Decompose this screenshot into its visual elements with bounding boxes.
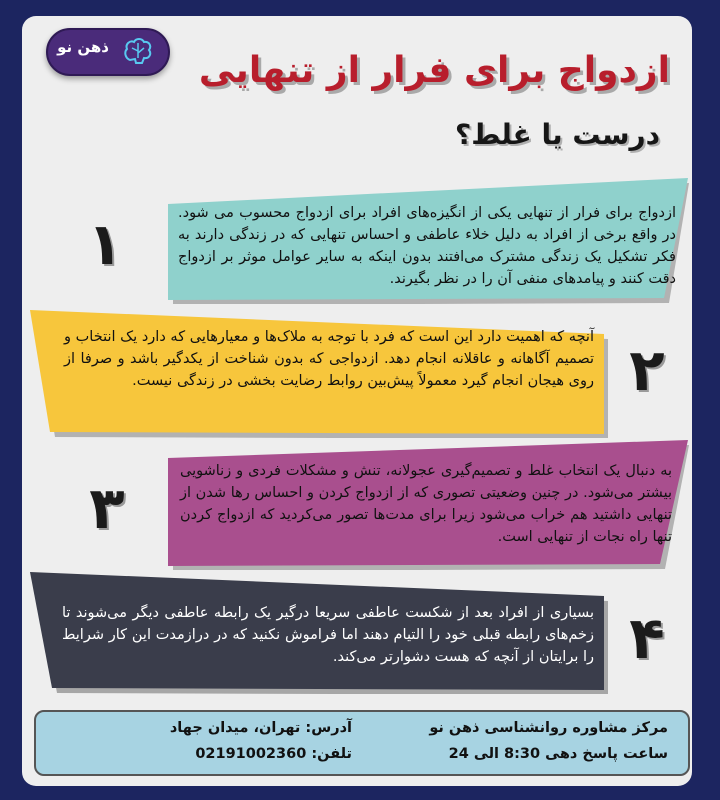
logo-text: ذهن نو: [57, 38, 109, 56]
footer-hours: ساعت پاسخ دهی 8:30 الی 24: [448, 746, 668, 762]
section-3-number: ۳: [89, 474, 125, 542]
page-subtitle: درست یا غلط؟: [455, 118, 660, 151]
footer-center-name: مرکز مشاوره روانشناسی ذهن نو: [429, 720, 668, 736]
footer-contact-box: [34, 710, 690, 776]
footer-phone: تلفن: 02191002360: [195, 746, 352, 762]
section-1-text: ازدواج برای فرار از تنهایی یکی از انگیزه‌های افراد برای ازدواج محسوب می شود. در واقع برخی از افراد به دلیل خلاء عاطفی و احساس تنهایی که در زندگی دارند به فکر تشکیل یک زندگی مشترک می‌افتند بدون اینکه به سایر عوامل موثر بر ازدواج دقت کنند و پیامدهای منفی آن را در نظر بگیرند.: [178, 205, 676, 287]
section-1: [166, 176, 690, 304]
section-4-text: بسیاری از افراد بعد از شکست عاطفی سریعا درگیر یک رابطه عاطفی دیگر می‌شوند تا زخم‌های رابطه قبلی خود را التیام دهند اما فراموش نکنید که در درازمدت این کار شرایط را برایتان از آنچه که هست دشوارتر می‌کند.: [62, 605, 594, 665]
section-4-number: ۴: [629, 604, 665, 672]
page-title: ازدواج برای فرار از تنهایی: [198, 50, 670, 91]
section-2-number: ۲: [629, 336, 665, 404]
brain-icon: [122, 36, 154, 66]
footer-address: آدرس: تهران، میدان جهاد: [169, 720, 352, 736]
section-4: [30, 572, 608, 694]
section-2-text: آنچه که اهمیت دارد این است که فرد با توجه به ملاک‌ها و معیارهایی که دارد یک انتخاب و تصمیم آگاهانه و عاقلانه انجام دهد. ازدواجی که بدون شناخت از یکدگیر باشد و صرفا از روی هیجان انجام گیرد معمولاً پیش‌بین روابط رضایت بخشی در زندگی نیست.: [64, 329, 594, 389]
section-2: [30, 306, 608, 438]
section-1-number: ۱: [87, 210, 123, 278]
section-3: [166, 440, 690, 570]
section-3-text: به دنبال یک انتخاب غلط و تصمیم‌گیری عجولانه، تنش و مشکلات فردی و زناشویی بیشتر می‌شود. در چنین وضعیتی تصوری که از ازدواج کردن و احساس رها شدن از تنهایی داشتید هم خراب می‌شود زیرا برای مدت‌ها تصور می‌کردید که ازدواج کردن تنها راه نجات از تنهایی است.: [180, 463, 672, 545]
logo: [46, 28, 170, 76]
